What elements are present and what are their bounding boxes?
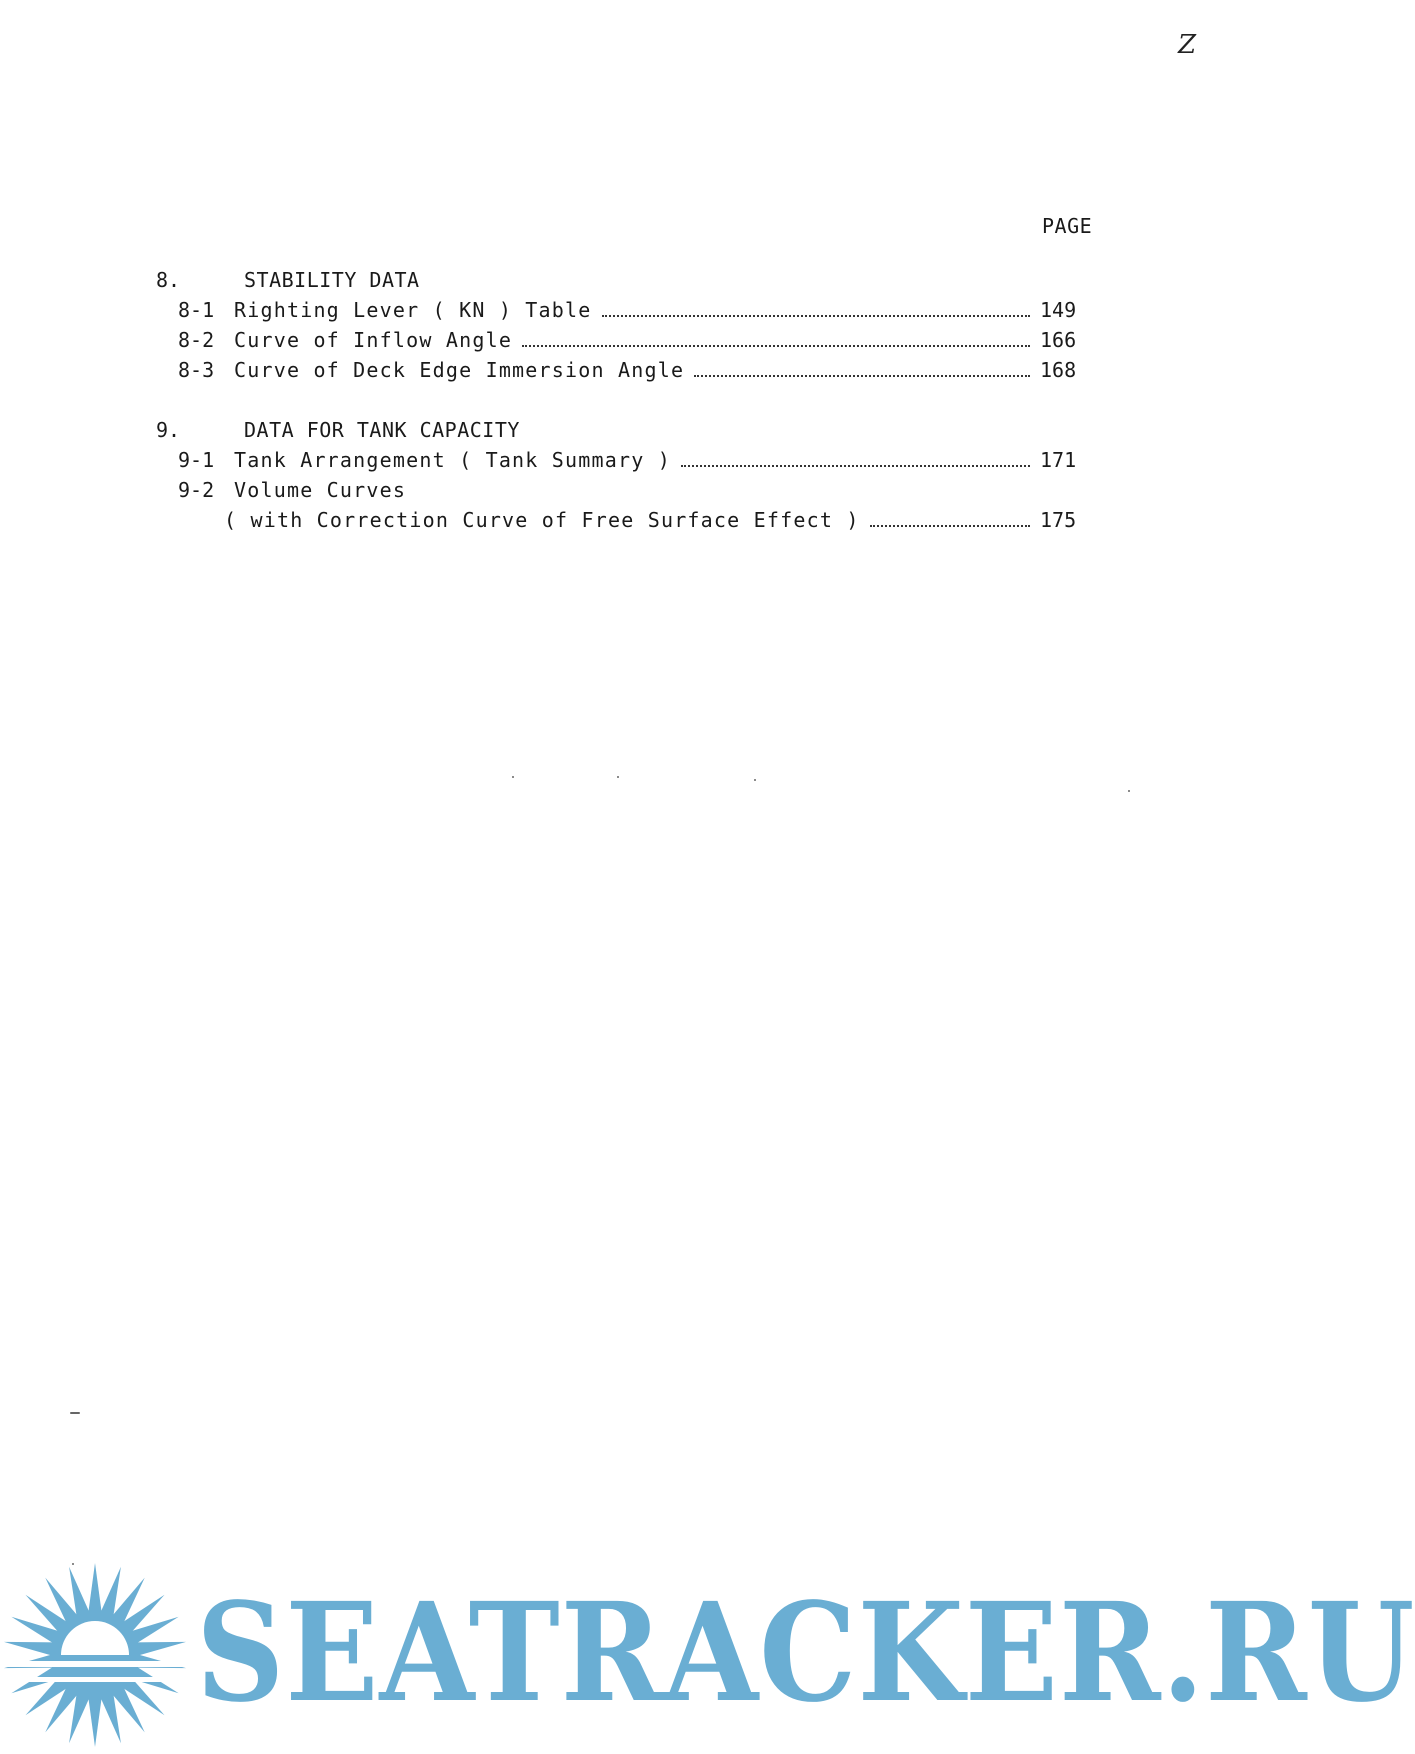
dot-leader [870, 525, 1030, 527]
entry-label: Curve of Inflow Angle [234, 328, 513, 352]
entry-number: 8-2 [178, 328, 215, 352]
entry-page: 171 [1040, 448, 1077, 472]
entry-page: 166 [1040, 328, 1077, 352]
dot-leader [522, 345, 1030, 347]
toc-entry [178, 358, 1076, 382]
entry-number: 9-2 [178, 478, 215, 502]
toc-entry [178, 298, 1076, 322]
sun-ray [88, 1563, 102, 1615]
entry-label: Curve of Deck Edge Immersion Angle [234, 358, 685, 382]
toc-entry [224, 508, 1076, 532]
entry-page: 149 [1040, 298, 1077, 322]
section-number: 8. [156, 268, 181, 292]
sunburst-icon [2, 1562, 188, 1748]
section-title: DATA FOR TANK CAPACITY [244, 418, 520, 442]
entry-number: 8-1 [178, 298, 215, 322]
watermark-text: SEATRACKER.RU [196, 1573, 1415, 1733]
dot-leader [694, 375, 1030, 377]
dot-leader [681, 465, 1030, 467]
page-mark: Z [1178, 30, 1197, 60]
sun-ray [88, 1695, 102, 1747]
entry-page: 168 [1040, 358, 1077, 382]
watermark-logo [0, 1560, 1415, 1754]
toc-entry [178, 478, 1076, 502]
entry-number: 9-1 [178, 448, 215, 472]
entry-label: Volume Curves [234, 478, 407, 502]
section-number: 9. [156, 418, 181, 442]
toc-entry [178, 448, 1076, 472]
section-title: STABILITY DATA [244, 268, 420, 292]
entry-label: Tank Arrangement ( Tank Summary ) [234, 448, 671, 472]
toc-entry [178, 328, 1076, 352]
dot-leader [602, 315, 1030, 317]
entry-page: 175 [1040, 508, 1077, 532]
entry-number: 8-3 [178, 358, 215, 382]
entry-label: ( with Correction Curve of Free Surface Effect ) [224, 508, 860, 532]
entry-label: Righting Lever ( KN ) Table [234, 298, 592, 322]
page-column-header: PAGE [1042, 214, 1093, 238]
